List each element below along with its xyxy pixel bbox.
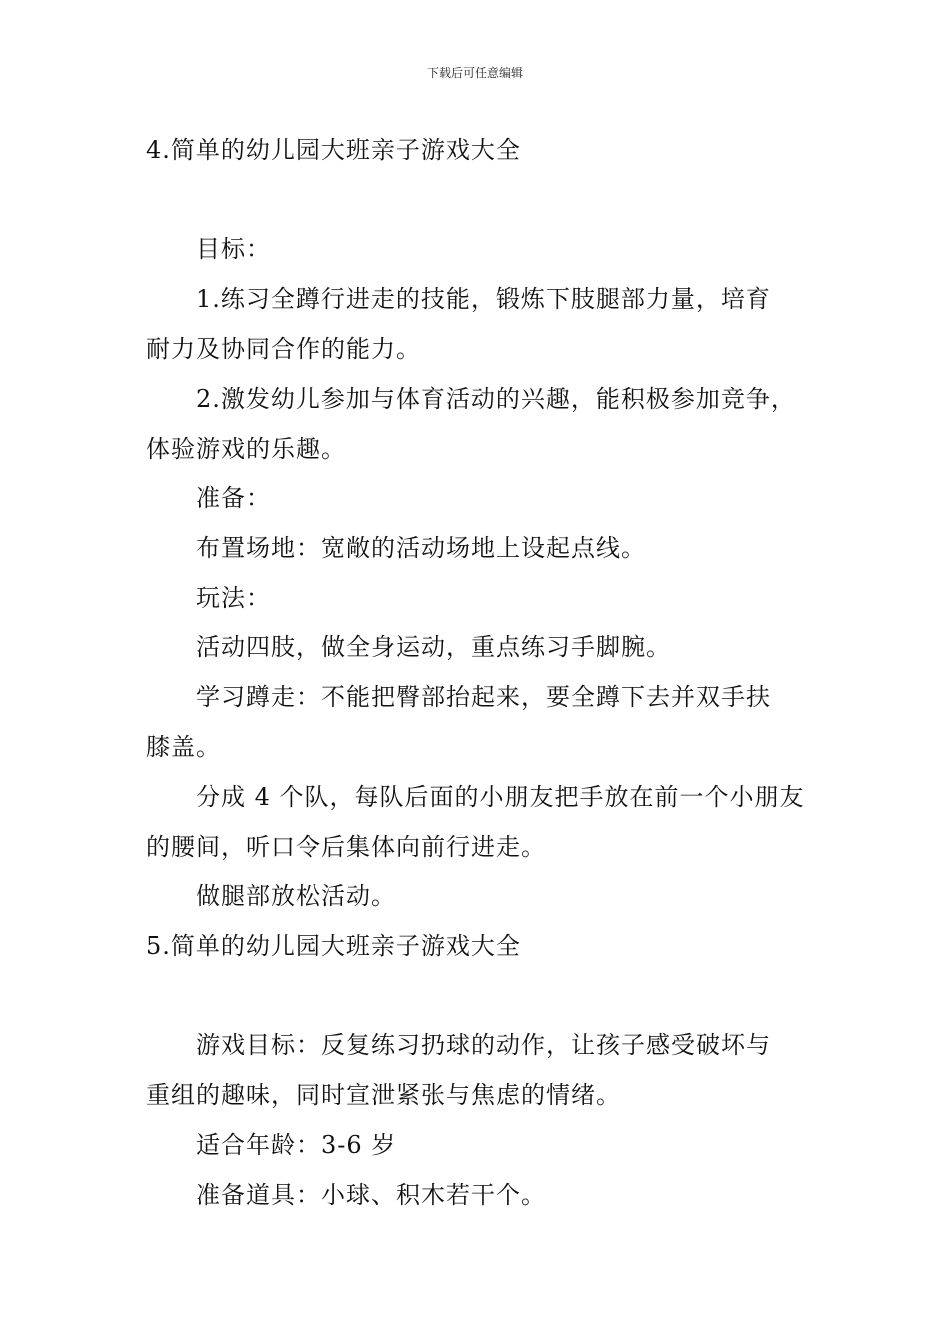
page-header: 下载后可任意编辑 xyxy=(426,66,523,80)
paragraph-line: 重组的趣味，同时宣泄紧张与焦虑的情绪。 xyxy=(146,1081,621,1109)
section-5-title: 5.简单的幼儿园大班亲子游戏大全 xyxy=(146,932,521,960)
paragraph-line: 耐力及协同合作的能力。 xyxy=(146,335,421,363)
paragraph-line: 准备： xyxy=(196,484,271,512)
paragraph-line: 1.练习全蹲行进走的技能，锻炼下肢腿部力量，培育 xyxy=(196,285,771,313)
paragraph-line: 膝盖。 xyxy=(146,733,221,761)
paragraph-line: 游戏目标：反复练习扔球的动作，让孩子感受破坏与 xyxy=(196,1031,771,1059)
paragraph-line: 体验游戏的乐趣。 xyxy=(146,435,346,463)
paragraph-line: 适合年龄：3-6 岁 xyxy=(196,1131,397,1159)
paragraph-line: 的腰间，听口令后集体向前行进走。 xyxy=(146,833,546,861)
paragraph-line: 玩法： xyxy=(196,584,271,612)
paragraph-line: 活动四肢，做全身运动，重点练习手脚腕。 xyxy=(196,633,671,661)
paragraph-line: 2.激发幼儿参加与体育活动的兴趣，能积极参加竞争， xyxy=(196,385,796,413)
paragraph-line: 目标： xyxy=(196,235,271,263)
paragraph-line: 准备道具：小球、积木若干个。 xyxy=(196,1181,546,1209)
paragraph-line: 学习蹲走：不能把臀部抬起来，要全蹲下去并双手扶 xyxy=(196,683,771,711)
paragraph-line: 布置场地：宽敞的活动场地上设起点线。 xyxy=(196,534,646,562)
paragraph-line: 做腿部放松活动。 xyxy=(196,882,396,910)
section-4-title: 4.简单的幼儿园大班亲子游戏大全 xyxy=(146,136,521,164)
paragraph-line: 分成 4 个队，每队后面的小朋友把手放在前一个小朋友 xyxy=(196,783,805,811)
